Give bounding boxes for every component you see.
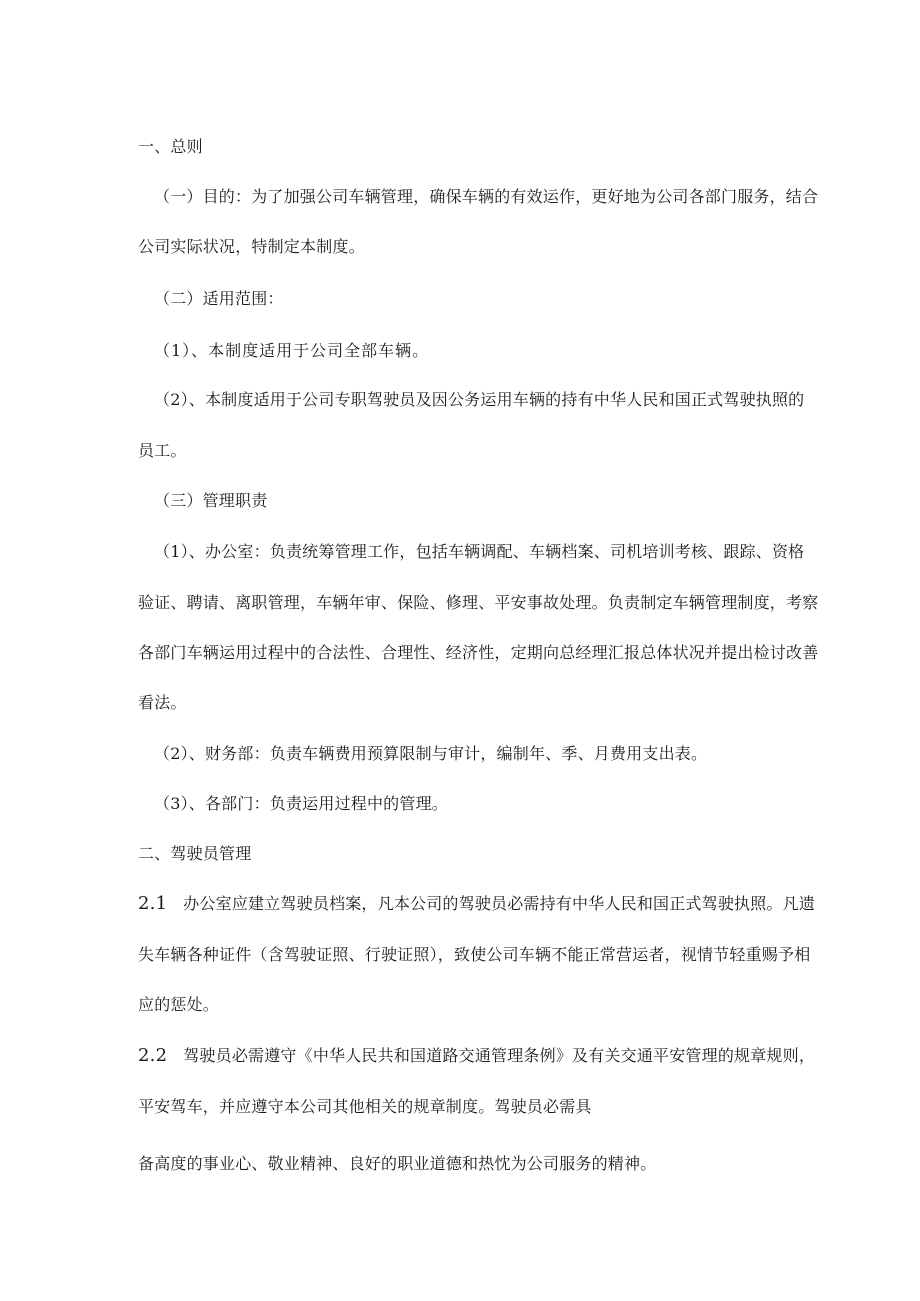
scope-item-1: （1）、本制度适用于公司全部车辆。 [154,341,430,360]
duty-item-1-line-4: 看法。 [138,693,187,712]
section-2-1-number: 2.1 [138,893,168,914]
section-2-2-number: 2.2 [138,1045,168,1066]
section-2-1-text: 办公室应建立驾驶员档案，凡本公司的驾驶员必需持有中华人民和国正式驾驶执照。凡遗 [183,894,816,913]
duty-item-3: （3）、各部门：负责运用过程中的管理。 [154,794,448,813]
scope-item-2-line-2: 员工。 [138,441,187,460]
section-heading-general: 一、总则 [138,137,203,156]
section-2-2-line-2: 平安驾车，并应遵守本公司其他相关的规章制度。驾驶员必需具 [138,1097,592,1116]
purpose-paragraph-line-1: （一）目的：为了加强公司车辆管理，确保车辆的有效运作，更好地为公司各部门服务，结合 [154,187,819,206]
scope-heading: （二）适用范围： [154,289,284,308]
section-2-2-line-3: 备高度的事业心、敬业精神、良好的职业道德和热忱为公司服务的精神。 [138,1154,657,1173]
section-2-1-line-3: 应的惩处。 [138,995,220,1014]
section-2-1-line-1 [138,893,815,915]
duty-heading: （三）管理职责 [154,491,268,510]
scope-item-2-line-1: （2）、本制度适用于公司专职驾驶员及因公务运用车辆的持有中华人民和国正式驾驶执照的 [154,390,805,409]
duty-item-1-line-1: （1）、办公室：负责统筹管理工作，包括车辆调配、车辆档案、司机培训考核、跟踪、资格 [154,542,805,561]
duty-item-2: （2）、财务部：负责车辆费用预算限制与审计，编制年、季、月费用支出表。 [154,744,708,763]
duty-item-1-line-2: 验证、聘请、离职管理，车辆年审、保险、修理、平安事故处理。负责制定车辆管理制度，考察 [138,593,819,612]
section-2-2-text: 驾驶员必需遵守《中华人民共和国道路交通管理条例》及有关交通平安管理的规章规则， [183,1046,816,1065]
duty-item-1-line-3: 各部门车辆运用过程中的合法性、合理性、经济性，定期向总经理汇报总体状况并提出检讨改善 [138,643,819,662]
purpose-paragraph-line-2: 公司实际状况，特制定本制度。 [138,237,365,256]
section-2-2-line-1 [138,1045,815,1067]
section-2-1-line-2: 失车辆各种证件（含驾驶证照、行驶证照），致使公司车辆不能正常营运者，视情节轻重赐予相 [138,945,811,964]
section-heading-driver-management: 二、驾驶员管理 [138,844,252,863]
